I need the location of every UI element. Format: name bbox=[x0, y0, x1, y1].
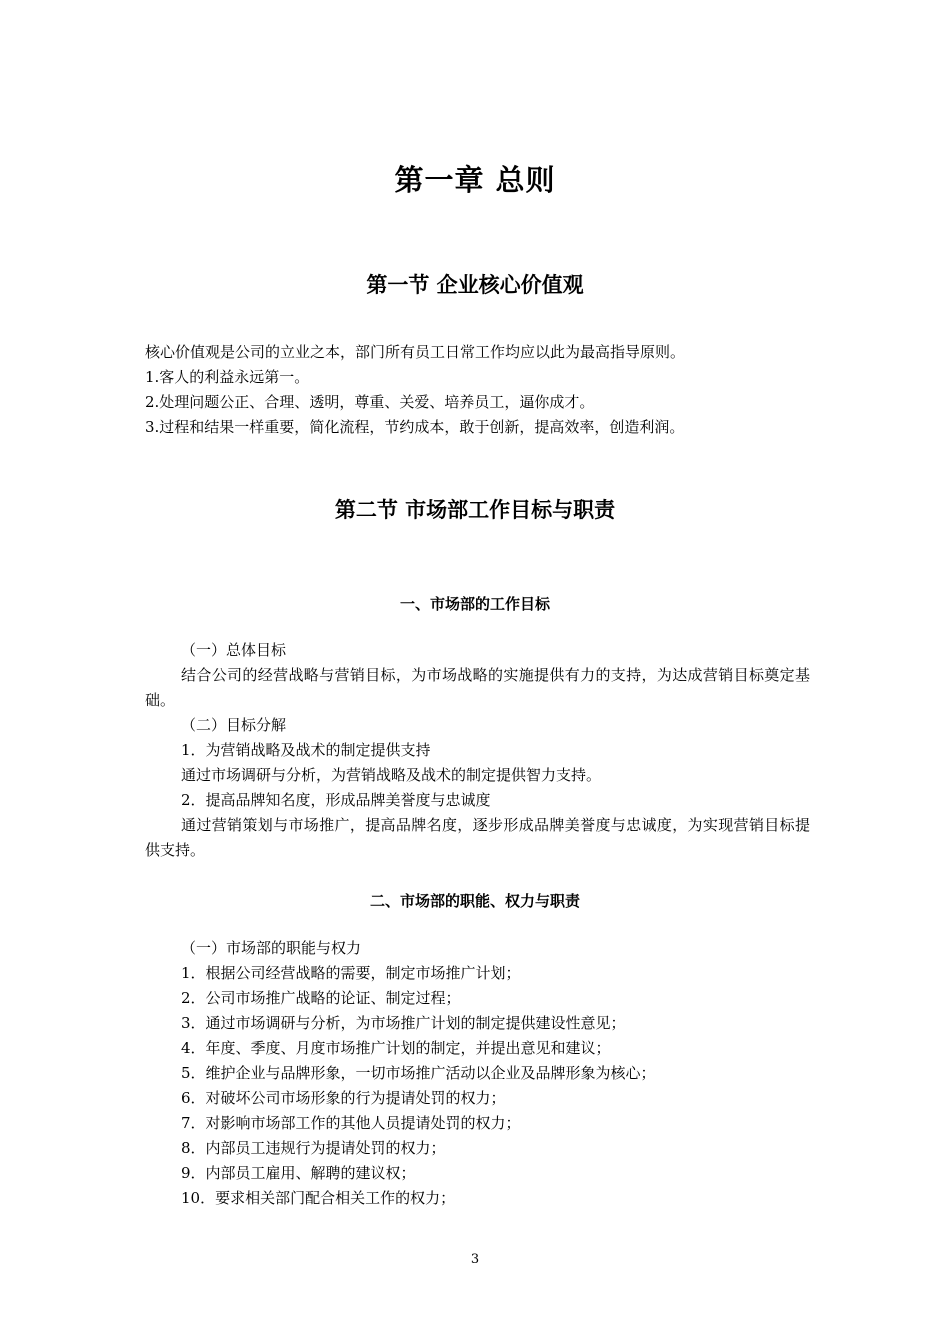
function-item: 8．内部员工违规行为提请处罚的权力； bbox=[181, 1139, 446, 1157]
function-item: 5．维护企业与品牌形象，一切市场推广活动以企业及品牌形象为核心； bbox=[181, 1064, 656, 1082]
core-value-item-2: 2.处理问题公正、合理、透明，尊重、关爱、培养员工，逼你成才。 bbox=[145, 393, 595, 411]
function-item: 7．对影响市场部工作的其他人员提请处罚的权力； bbox=[181, 1114, 521, 1132]
section-title-market-dept: 第二节 市场部工作目标与职责 bbox=[334, 497, 616, 522]
function-item: 4．年度、季度、月度市场推广计划的制定，并提出意见和建议； bbox=[181, 1039, 611, 1057]
section-title-core-values: 第一节 企业核心价值观 bbox=[366, 272, 584, 297]
core-values-intro: 核心价值观是公司的立业之本，部门所有员工日常工作均应以此为最高指导原则。 bbox=[145, 343, 686, 361]
function-item: 1．根据公司经营战略的需要，制定市场推广计划； bbox=[181, 964, 521, 982]
overall-goal-heading: （一）总体目标 bbox=[181, 641, 287, 659]
function-item: 2．公司市场推广战略的论证、制定过程； bbox=[181, 989, 461, 1007]
goal-breakdown-heading: （二）目标分解 bbox=[181, 716, 287, 734]
subsection-title-goals: 一、市场部的工作目标 bbox=[399, 595, 550, 613]
chapter-title: 第一章 总则 bbox=[394, 163, 556, 197]
core-value-item-3: 3.过程和结果一样重要，简化流程，节约成本，敢于创新，提高效率，创造利润。 bbox=[145, 418, 685, 436]
function-item: 9．内部员工雇用、解聘的建议权； bbox=[181, 1164, 416, 1182]
goal-2-text: 通过营销策划与市场推广，提高品牌名度，逐步形成品牌美誉度与忠诚度，为实现营销目标提供支持。 bbox=[145, 816, 810, 859]
goal-1-heading: 1．为营销战略及战术的制定提供支持 bbox=[181, 741, 431, 759]
goal-1-text: 通过市场调研与分析，为营销战略及战术的制定提供智力支持。 bbox=[181, 766, 602, 784]
page-number: 3 bbox=[470, 1252, 480, 1267]
core-value-item-1: 1.客人的利益永远第一。 bbox=[145, 368, 310, 386]
function-item: 3．通过市场调研与分析，为市场推广计划的制定提供建设性意见； bbox=[181, 1014, 626, 1032]
function-item: 6．对破坏公司市场形象的行为提请处罚的权力； bbox=[181, 1089, 506, 1107]
function-item: 10．要求相关部门配合相关工作的权力； bbox=[181, 1189, 456, 1207]
overall-goal-text: 结合公司的经营战略与营销目标，为市场战略的实施提供有力的支持，为达成营销目标奠定基础。 bbox=[145, 666, 810, 709]
functions-heading: （一）市场部的职能与权力 bbox=[181, 939, 362, 957]
goal-2-heading: 2．提高品牌知名度，形成品牌美誉度与忠诚度 bbox=[181, 791, 491, 809]
subsection-title-functions: 二、市场部的职能、权力与职责 bbox=[369, 892, 580, 910]
